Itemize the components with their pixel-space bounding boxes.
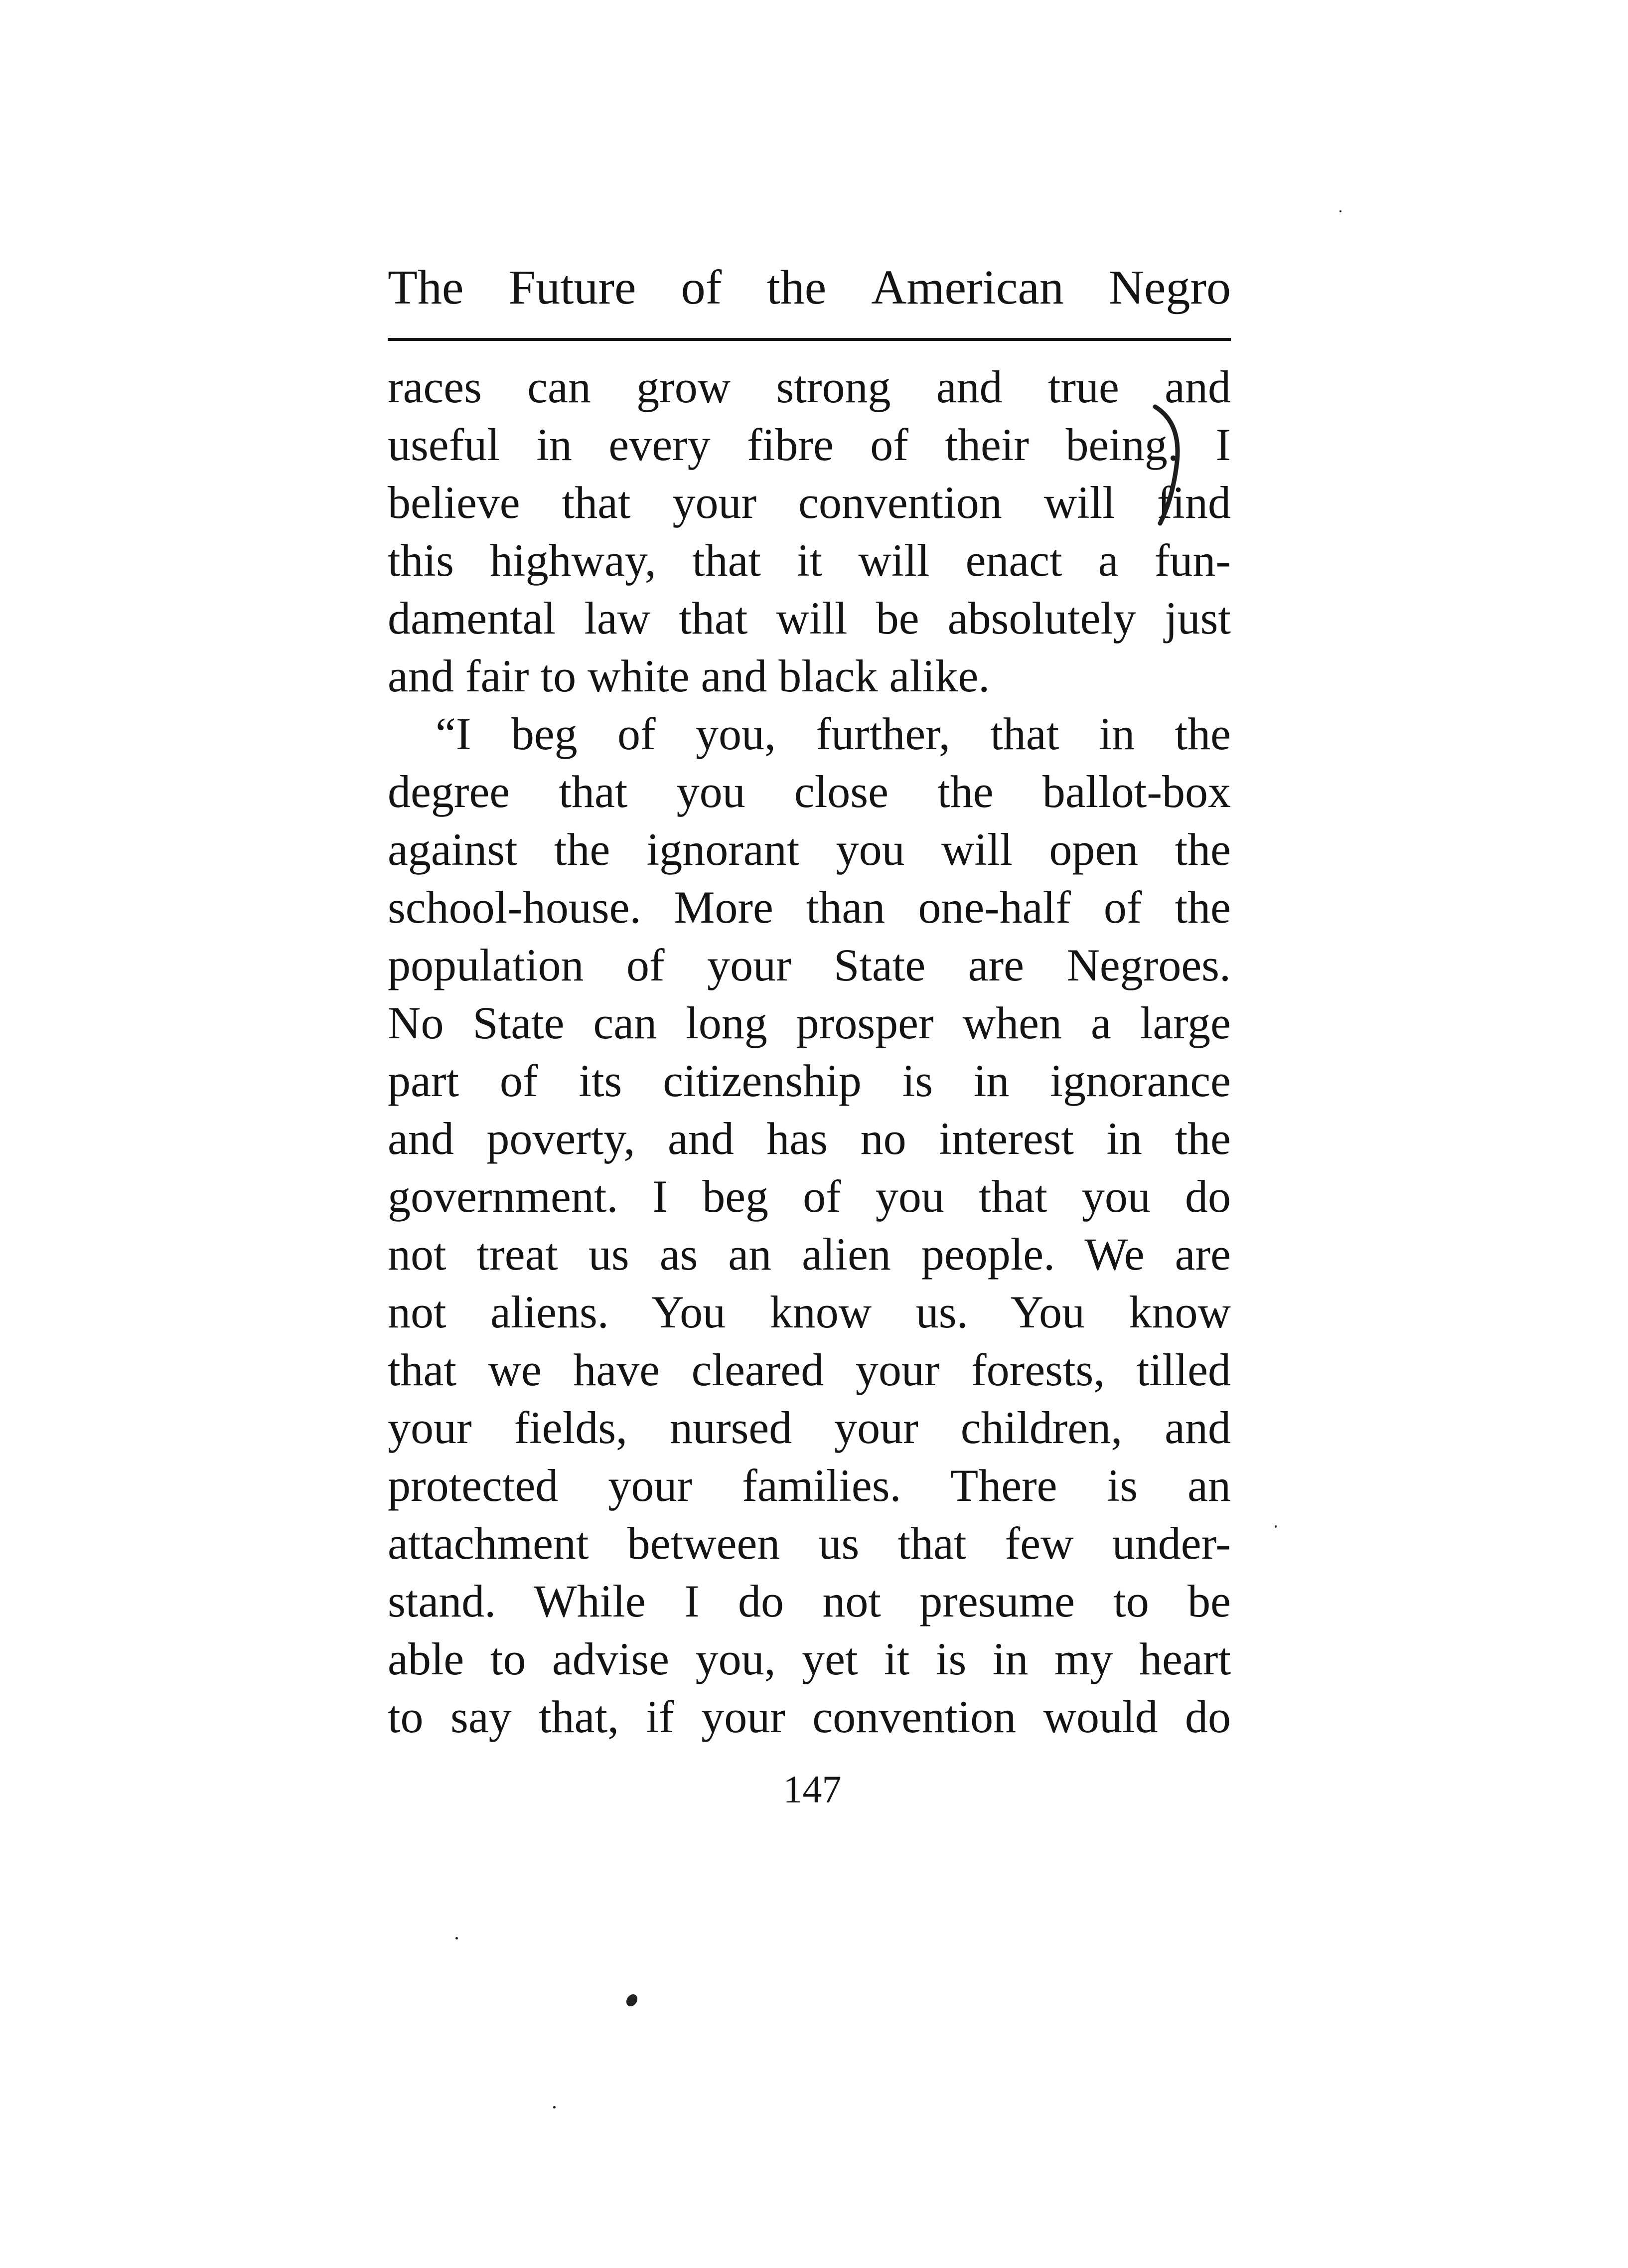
text-line: and fair to white and black alike. bbox=[388, 650, 990, 701]
text-line: part of its citizenship is in ignorance bbox=[388, 1055, 1231, 1106]
text-line: not aliens. You know us. You know bbox=[388, 1287, 1231, 1337]
text-line: believe that your convention will find bbox=[388, 477, 1231, 528]
page-number: 147 bbox=[783, 1768, 842, 1811]
running-head bbox=[388, 250, 1231, 325]
text-line: protected your families. There is an bbox=[388, 1460, 1231, 1511]
text-line: against the ignorant you will open the bbox=[388, 824, 1231, 875]
text-line: races can grow strong and true and bbox=[388, 361, 1231, 412]
text-line: not treat us as an alien people. We are bbox=[388, 1229, 1231, 1280]
text-line: school-house. More than one-half of the bbox=[388, 882, 1231, 933]
text-line: degree that you close the ballot-box bbox=[388, 766, 1231, 817]
running-head-word: Negro bbox=[1109, 261, 1231, 315]
text-line: stand. While I do not presume to be bbox=[388, 1576, 1231, 1626]
text-line: to say that, if your convention would do bbox=[388, 1691, 1231, 1742]
speck-mark bbox=[553, 2106, 556, 2108]
header-rule bbox=[388, 338, 1231, 341]
running-head-word: Future bbox=[508, 261, 636, 315]
speck-mark bbox=[1275, 1525, 1277, 1528]
text-line: able to advise you, yet it is in my heart bbox=[388, 1633, 1231, 1684]
running-head-word: American bbox=[871, 261, 1064, 315]
running-head-word: of bbox=[681, 261, 722, 315]
text-line: government. I beg of you that you do bbox=[388, 1171, 1231, 1222]
text-line: and poverty, and has no interest in the bbox=[388, 1113, 1231, 1164]
text-line: your fields, nursed your children, and bbox=[388, 1402, 1231, 1453]
speck-mark bbox=[455, 1937, 458, 1940]
text-line: that we have cleared your forests, tilled bbox=[388, 1344, 1231, 1395]
running-head-word: the bbox=[766, 261, 827, 315]
text-line: damental law that will be absolutely just bbox=[388, 593, 1231, 644]
body-text bbox=[388, 358, 1231, 1746]
text-line: “I beg of you, further, that in the bbox=[436, 708, 1231, 759]
running-head-word: The bbox=[388, 261, 464, 315]
text-line: No State can long prosper when a large bbox=[388, 997, 1231, 1048]
pencil-bracket-icon bbox=[1151, 403, 1191, 527]
text-line: attachment between us that few under- bbox=[388, 1518, 1231, 1569]
text-line: population of your State are Negroes. bbox=[388, 940, 1231, 990]
text-line: this highway, that it will enact a fun- bbox=[388, 535, 1231, 586]
speck-mark bbox=[624, 1992, 639, 2009]
speck-mark bbox=[1339, 210, 1341, 212]
text-line: useful in every fibre of their being. I bbox=[388, 419, 1231, 470]
